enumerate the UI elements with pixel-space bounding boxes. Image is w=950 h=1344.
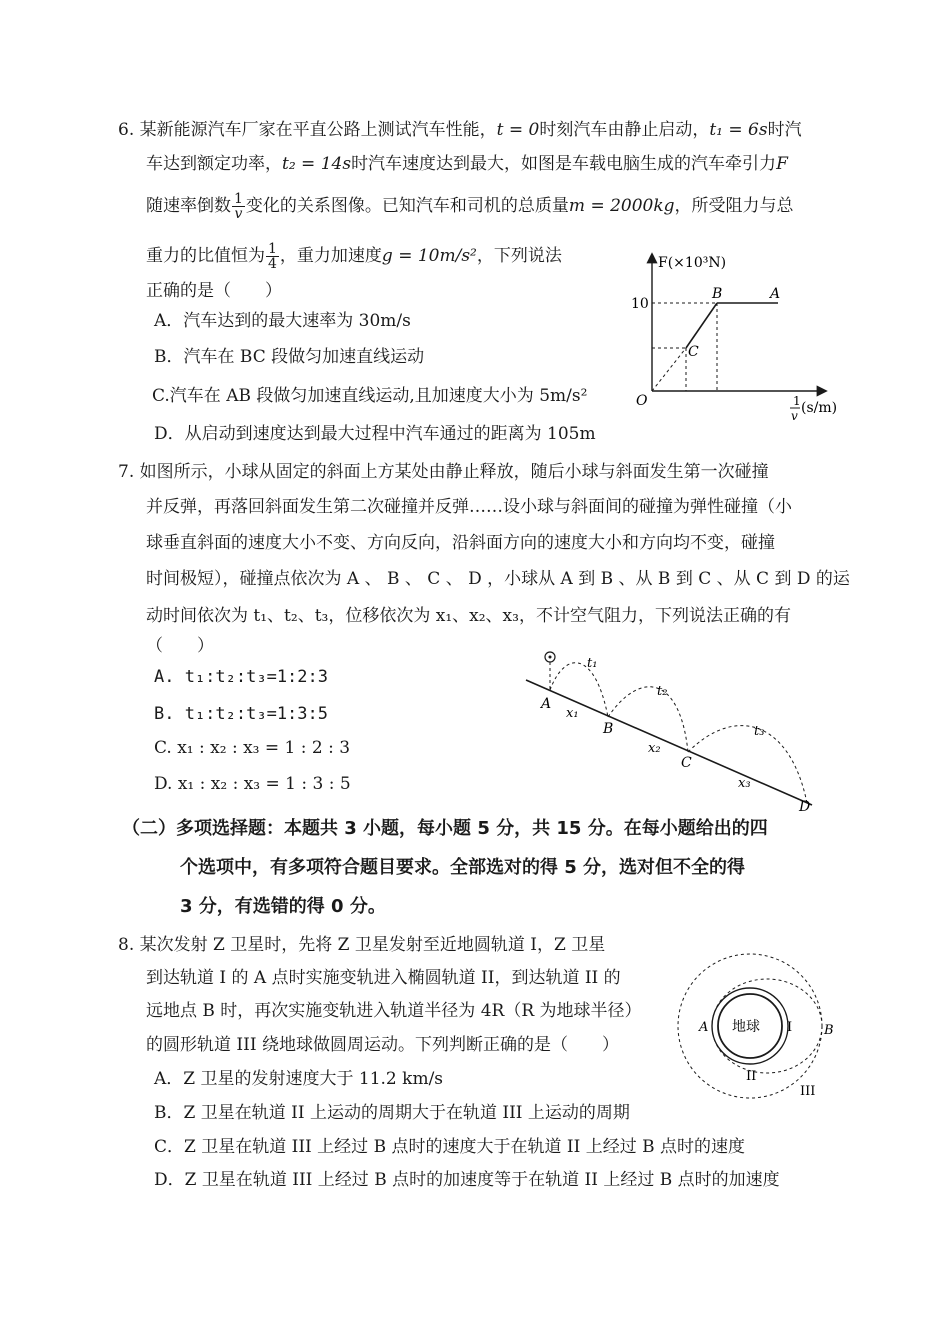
earth-label: 地球 — [732, 1019, 760, 1035]
orbit-I-label: I — [787, 1020, 793, 1035]
q6-line-5: 正确的是（ ） — [146, 281, 282, 301]
q6-text-2a: 车达到额定功率， — [146, 154, 282, 174]
q6-text-1c: 时汽 — [767, 120, 802, 140]
dash-origin-C — [652, 348, 686, 391]
point-A-label: A — [699, 1020, 709, 1035]
q7-option-b[interactable]: B. t₁:t₂:t₃=1:3:5 — [154, 704, 328, 724]
point-B-label: B — [712, 286, 723, 302]
q7-text-1: 如图所示，小球从固定的斜面上方某处由静止释放，随后小球与斜面发生第一次碰撞 — [139, 462, 769, 482]
q6-option-c[interactable]: C.汽车在 AB 段做匀加速直线运动,且加速度大小为 5m/s² — [152, 386, 588, 406]
q6-text-3b: 变化的关系图像。已知汽车和司机的总质量 — [245, 196, 569, 216]
label-x2: x₂ — [648, 741, 661, 756]
q6-force-graph — [620, 245, 850, 425]
q8-option-a[interactable]: A．Z 卫星的发射速度大于 11.2 km/s — [154, 1069, 444, 1089]
orbit-III-label: III — [800, 1084, 816, 1099]
q6-t0: t = 0 — [496, 120, 540, 140]
q6-option-a[interactable]: A．汽车达到的最大速率为 30m/s — [154, 311, 411, 331]
q7-line-5: 动时间依次为 t₁、t₂、t₃，位移依次为 x₁、x₂、x₃，不计空气阻力，下列说法正确的有 — [146, 606, 791, 626]
q8-text-1: 某次发射 Z 卫星时，先将 Z 卫星发射至近地圆轨道 I，Z 卫星 — [139, 935, 606, 955]
orbit-II — [712, 979, 822, 1073]
q7-option-d[interactable]: D. x₁ : x₂ : x₃ = 1 : 3 : 5 — [154, 774, 351, 794]
point-A-label: A — [770, 286, 781, 302]
q8-line-1 — [118, 934, 605, 956]
q7-line-4: 时间极短），碰撞点依次为 A 、 B 、 C 、 D ，小球从 A 到 B 、从 B 到 C 、从 C 到 D 的运 — [146, 569, 850, 589]
q6-text-4a: 重力的比值恒为 — [146, 246, 265, 266]
point-B-label: B — [824, 1023, 834, 1038]
section-2-line-1: （二）多项选择题：本题共 3 小题，每小题 5 分，共 15 分。在每小题给出的四 — [122, 818, 768, 839]
q8-option-c[interactable]: C．Z 卫星在轨道 III 上经过 B 点时的速度大于在轨道 II 上经过 B 点时的速度 — [154, 1137, 746, 1157]
q7-option-c[interactable]: C. x₁ : x₂ : x₃ = 1 : 2 : 3 — [154, 738, 351, 758]
y-axis-label: F(×10³N) — [658, 255, 727, 271]
segment-BC — [686, 303, 717, 348]
arc-CD — [688, 726, 807, 803]
q6-text-1b: 时刻汽车由静止启动， — [539, 120, 710, 140]
section-2-line-2: 个选项中，有多项符合题目要求。全部选对的得 5 分，选对但不全的得 — [180, 857, 746, 878]
q6-line-1 — [118, 119, 802, 141]
y-tick-10: 10 — [631, 296, 649, 312]
q6-reciprocal-v: $\frac{1}{v}$ — [234, 191, 243, 222]
label-t1: t₁ — [587, 656, 598, 671]
q6-line-3 — [146, 192, 794, 221]
q8-line-2: 到达轨道 I 的 A 点时实施变轨进入椭圆轨道 II，到达轨道 II 的 — [146, 968, 621, 988]
q6-text-4c: ，下列说法 — [476, 246, 562, 266]
section-2-line-3: 3 分，有选错的得 0 分。 — [180, 896, 386, 917]
x-label-den: v — [791, 409, 798, 423]
label-x1: x₁ — [566, 706, 579, 721]
q8-orbit-figure — [670, 940, 850, 1110]
q7-line-2: 并反弹，再落回斜面发生第二次碰撞并反弹……设小球与斜面间的碰撞为弹性碰撞（小 — [146, 497, 792, 517]
x-label-unit: (s/m) — [801, 400, 838, 416]
q7-line-6: （ ） — [146, 636, 214, 656]
q6-text-3a: 随速率倒数 — [146, 196, 231, 216]
incline-line — [526, 680, 812, 805]
q7-line-3: 球垂直斜面的速度大小不变、方向反向，沿斜面方向的速度大小和方向均不变，碰撞 — [146, 533, 775, 553]
q6-mass: m = 2000kg — [568, 196, 675, 216]
q6-text-2b: 时汽车速度达到最大，如图是车载电脑生成的汽车牵引力 — [351, 154, 777, 174]
q6-ratio: $\frac{1}{4}$ — [268, 241, 277, 272]
label-B: B — [603, 721, 614, 737]
q8-line-4: 的圆形轨道 III 绕地球做圆周运动。下列判断正确的是（ ） — [146, 1035, 619, 1055]
q8-option-d[interactable]: D．Z 卫星在轨道 III 上经过 B 点时的加速度等于在轨道 II 上经过 B 点时的加速度 — [154, 1170, 780, 1190]
q6-t1: t₁ = 6s — [709, 120, 768, 140]
x-label-num: 1 — [793, 394, 801, 408]
label-x3: x₃ — [738, 776, 751, 791]
q6-text-1a: 某新能源汽车厂家在平直公路上测试汽车性能， — [139, 120, 497, 140]
origin-label: O — [636, 393, 648, 409]
label-C: C — [681, 755, 692, 771]
q7-incline-figure — [520, 645, 820, 815]
label-t2: t₂ — [657, 684, 668, 699]
label-t3: t₃ — [754, 724, 765, 739]
q8-number: 8. — [118, 935, 135, 955]
q7-number: 7. — [118, 462, 135, 482]
q6-F: F — [776, 154, 788, 174]
orbit-II-label: II — [746, 1069, 757, 1084]
q6-text-4b: ，重力加速度 — [279, 246, 382, 266]
q6-line-4 — [146, 242, 562, 271]
q6-g: g = 10m/s² — [381, 246, 477, 266]
ball-center — [549, 656, 552, 659]
label-D: D — [799, 799, 811, 815]
point-C-label: C — [688, 344, 699, 360]
q6-t2: t₂ = 14s — [282, 154, 352, 174]
q6-text-3c: ，所受阻力与总 — [674, 196, 794, 216]
q7-option-a[interactable]: A. t₁:t₂:t₃=1:2:3 — [154, 667, 328, 687]
q6-line-2 — [146, 153, 788, 175]
q8-line-3: 远地点 B 时，再次实施变轨进入轨道半径为 4R（R 为地球半径） — [146, 1001, 642, 1021]
q7-line-1 — [118, 461, 769, 483]
arc-AB — [550, 663, 608, 717]
q8-option-b[interactable]: B．Z 卫星在轨道 II 上运动的周期大于在轨道 III 上运动的周期 — [154, 1103, 630, 1123]
q6-option-b[interactable]: B．汽车在 BC 段做匀加速直线运动 — [154, 347, 425, 367]
label-A: A — [541, 696, 552, 712]
q6-number: 6. — [118, 120, 135, 140]
q6-option-d[interactable]: D．从启动到速度达到最大过程中汽车通过的距离为 105m — [154, 424, 596, 444]
